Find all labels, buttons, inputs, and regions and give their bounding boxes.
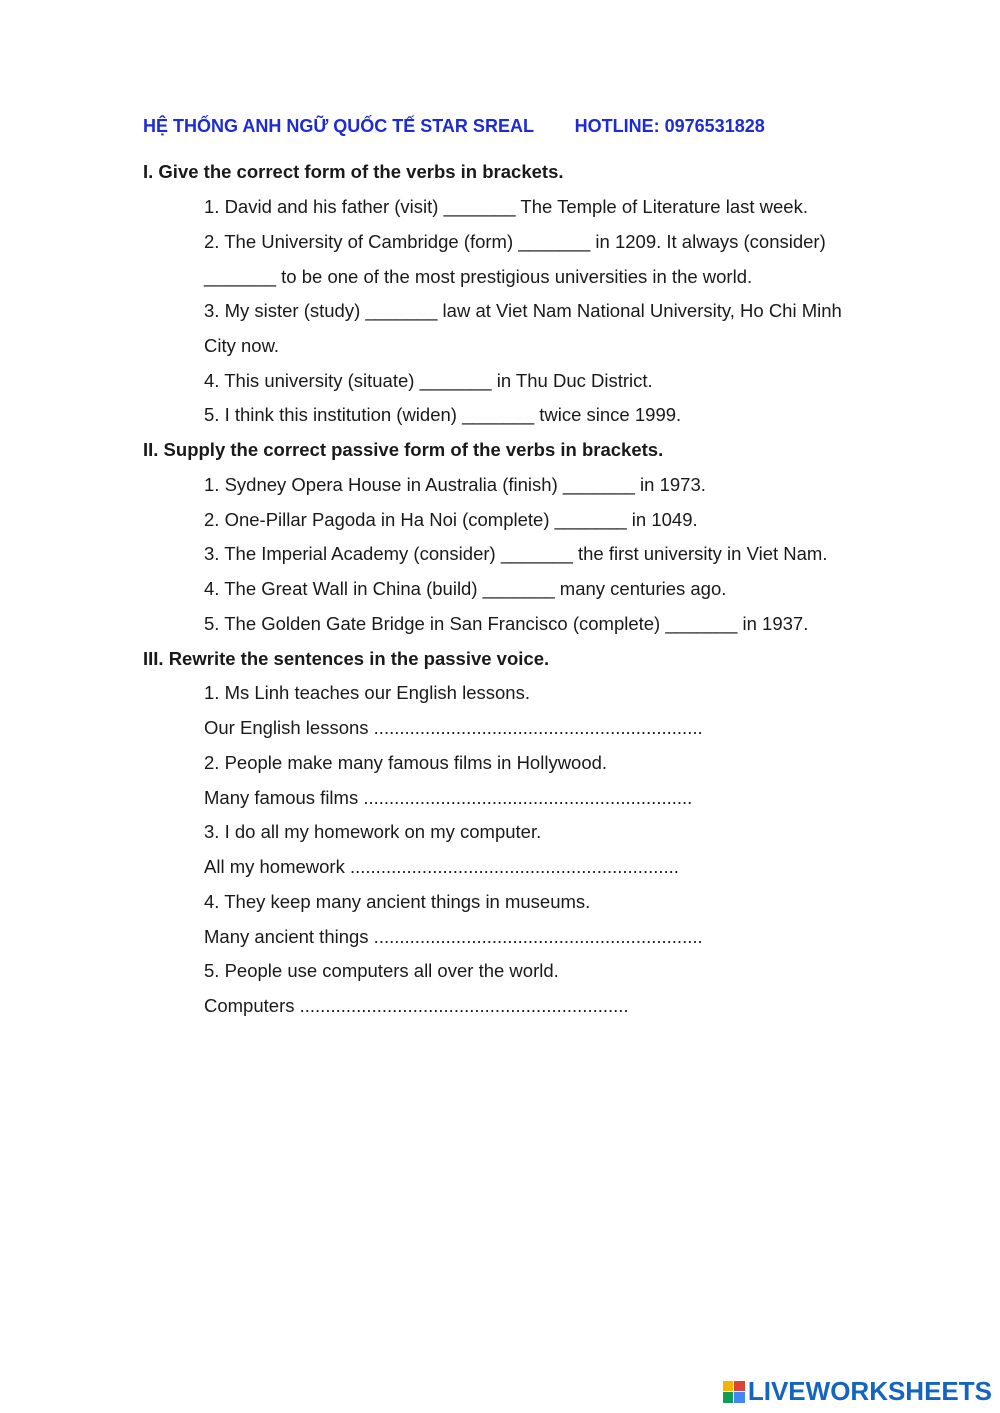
liveworksheets-mark-icon bbox=[723, 1381, 745, 1403]
section-2-line: 1. Sydney Opera House in Australia (finish) _______ in 1973. bbox=[204, 474, 706, 495]
section-3-answer-line[interactable]: Our English lessons ................................................................ bbox=[204, 717, 703, 738]
section-1-line: 4. This university (situate) _______ in Thu Duc District. bbox=[204, 370, 653, 391]
liveworksheets-logo[interactable] bbox=[723, 1376, 992, 1407]
liveworksheets-brand: LIVEWORKSHEETS bbox=[747, 1376, 992, 1406]
hotline: HOTLINE: 0976531828 bbox=[574, 116, 765, 136]
section-3-answer-line[interactable]: Many famous films ................................................................ bbox=[204, 787, 693, 808]
section-3-answer-line[interactable]: Many ancient things ................................................................ bbox=[204, 926, 703, 947]
section-3-title: III. Rewrite the sentences in the passive voice. bbox=[143, 648, 550, 669]
section-2-line: 5. The Golden Gate Bridge in San Francisco (complete) _______ in 1937. bbox=[204, 613, 809, 634]
section-2-line: 2. One-Pillar Pagoda in Ha Noi (complete) _______ in 1049. bbox=[204, 509, 698, 530]
section-1-line: _______ to be one of the most prestigious universities in the world. bbox=[204, 266, 753, 287]
section-2-line: 3. The Imperial Academy (consider) _______ the first university in Viet Nam. bbox=[204, 543, 828, 564]
section-2-line: 4. The Great Wall in China (build) _______ many centuries ago. bbox=[204, 578, 727, 599]
school-name: HỆ THỐNG ANH NGỮ QUỐC TẾ STAR SREAL bbox=[143, 116, 534, 136]
section-3-answer-line[interactable]: All my homework ................................................................ bbox=[204, 856, 679, 877]
worksheet-header bbox=[143, 116, 765, 137]
section-3-answer-line[interactable]: Computers ................................................................ bbox=[204, 995, 629, 1016]
section-1-line: 3. My sister (study) _______ law at Viet Nam National University, Ho Chi Minh bbox=[204, 300, 842, 321]
section-3-line: 1. Ms Linh teaches our English lessons. bbox=[204, 682, 530, 703]
section-3-line: 4. They keep many ancient things in museums. bbox=[204, 891, 591, 912]
section-1-line: 5. I think this institution (widen) _______ twice since 1999. bbox=[204, 404, 682, 425]
section-3-line: 3. I do all my homework on my computer. bbox=[204, 821, 542, 842]
section-1-line: 2. The University of Cambridge (form) _______ in 1209. It always (consider) bbox=[204, 231, 826, 252]
section-1-line: 1. David and his father (visit) _______ The Temple of Literature last week. bbox=[204, 196, 808, 217]
section-3-line: 5. People use computers all over the world. bbox=[204, 960, 559, 981]
section-1-line: City now. bbox=[204, 335, 280, 356]
section-3-line: 2. People make many famous films in Hollywood. bbox=[204, 752, 608, 773]
section-1-title: I. Give the correct form of the verbs in brackets. bbox=[143, 161, 564, 182]
section-2-title: II. Supply the correct passive form of the verbs in brackets. bbox=[143, 439, 664, 460]
